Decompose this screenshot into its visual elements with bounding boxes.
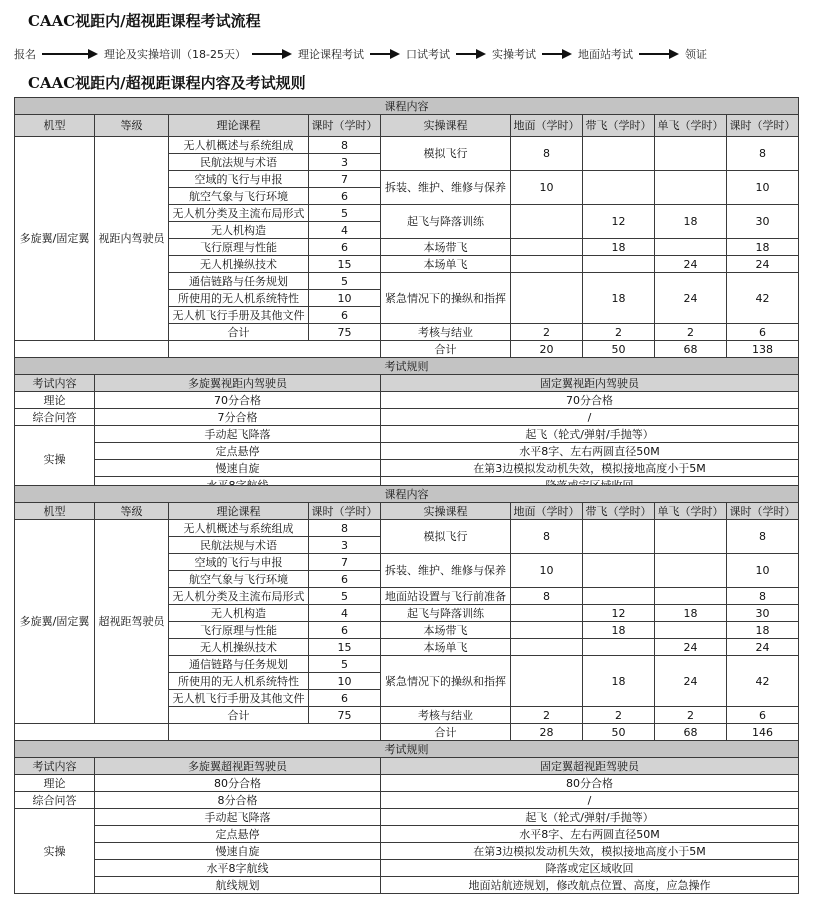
theory-hours: 7 (309, 171, 381, 188)
total-hours: 6 (727, 707, 799, 724)
practice-course: 本场带飞 (381, 622, 511, 639)
exam-item-label: 实操 (15, 426, 95, 494)
exam-column-header: 固定翼超视距驾驶员 (381, 758, 799, 775)
dual-hours: 18 (583, 273, 655, 324)
theory-course: 无人机概述与系统组成 (169, 137, 309, 154)
column-header: 单飞（学时） (655, 115, 727, 137)
exam-requirement: 70分合格 (95, 392, 381, 409)
flow-step-license: 领证 (684, 48, 707, 61)
arrow-right-icon (542, 49, 572, 59)
solo-hours (655, 171, 727, 205)
solo-hours (655, 588, 727, 605)
theory-hours: 4 (309, 605, 381, 622)
theory-course: 无人机操纵技术 (169, 639, 309, 656)
theory-course: 通信链路与任务规划 (169, 273, 309, 290)
exam-requirement: 8分合格 (95, 792, 381, 809)
dual-total: 50 (583, 724, 655, 741)
exam-requirement: 在第3边模拟发动机失效，模拟接地高度小于5M (381, 843, 799, 860)
ground-hours (511, 205, 583, 239)
practice-course: 紧急情况下的操纵和指挥 (381, 273, 511, 324)
blank-cell (169, 724, 381, 741)
practice-course: 模拟飞行 (381, 520, 511, 554)
theory-course: 无人机构造 (169, 222, 309, 239)
exam-requirement: 在第3边模拟发动机失效，模拟接地高度小于5M (381, 460, 799, 477)
arrow-right-icon (639, 49, 679, 59)
column-header: 地面（学时） (511, 503, 583, 520)
total-hours: 42 (727, 656, 799, 707)
total-hours: 18 (727, 622, 799, 639)
exam-requirement: 80分合格 (381, 775, 799, 792)
practice-course: 模拟飞行 (381, 137, 511, 171)
theory-hours: 6 (309, 571, 381, 588)
solo-hours: 18 (655, 605, 727, 622)
blank-cell (15, 724, 169, 741)
theory-hours: 5 (309, 588, 381, 605)
solo-hours: 24 (655, 656, 727, 707)
theory-course: 飞行原理与性能 (169, 239, 309, 256)
exam-column-header: 多旋翼视距内驾驶员 (95, 375, 381, 392)
exam-item-label: 综合问答 (15, 792, 95, 809)
theory-hours: 7 (309, 554, 381, 571)
exam-requirement: 80分合格 (95, 775, 381, 792)
theory-course: 所使用的无人机系统特性 (169, 290, 309, 307)
theory-hours: 3 (309, 154, 381, 171)
theory-total-label: 合计 (169, 707, 309, 724)
column-header: 机型 (15, 503, 95, 520)
practice-course: 起飞与降落训练 (381, 205, 511, 239)
exam-requirement: 手动起飞降落 (95, 809, 381, 826)
column-header: 理论课程 (169, 115, 309, 137)
theory-hours: 6 (309, 188, 381, 205)
ground-hours (511, 656, 583, 707)
theory-course: 无人机分类及主流布局形式 (169, 205, 309, 222)
exam-column-header: 多旋翼超视距驾驶员 (95, 758, 381, 775)
grade-cell: 超视距驾驶员 (95, 520, 169, 724)
column-header: 课时（学时） (727, 503, 799, 520)
practice-course: 拆装、维护、维修与保养 (381, 554, 511, 588)
blank-cell (169, 341, 381, 358)
solo-hours: 24 (655, 639, 727, 656)
ground-hours (511, 239, 583, 256)
column-header: 带飞（学时） (583, 503, 655, 520)
aircraft-type-cell: 多旋翼/固定翼 (15, 137, 95, 341)
column-header: 等级 (95, 503, 169, 520)
aircraft-type-cell: 多旋翼/固定翼 (15, 520, 95, 724)
flow-step-register: 报名 (14, 48, 36, 61)
theory-hours: 10 (309, 673, 381, 690)
exam-item-label: 综合问答 (15, 409, 95, 426)
total-hours: 10 (727, 554, 799, 588)
column-header: 带飞（学时） (583, 115, 655, 137)
theory-hours: 15 (309, 256, 381, 273)
column-header: 课时（学时） (727, 115, 799, 137)
solo-hours (655, 520, 727, 554)
flow-step-ground-station-exam: 地面站考试 (577, 48, 633, 61)
exam-column-header: 考试内容 (15, 758, 95, 775)
flow-step-practical-exam: 实操考试 (491, 48, 536, 61)
theory-course: 飞行原理与性能 (169, 622, 309, 639)
exam-section-header: 考试规则 (15, 358, 799, 375)
total-hours: 8 (727, 520, 799, 554)
exam-column-header: 固定翼视距内驾驶员 (381, 375, 799, 392)
dual-hours: 2 (583, 707, 655, 724)
practice-course: 起飞与降落训练 (381, 605, 511, 622)
column-header: 等级 (95, 115, 169, 137)
dual-hours (583, 588, 655, 605)
ground-total: 20 (511, 341, 583, 358)
exam-requirement: 航线规划 (95, 877, 381, 894)
ground-hours: 2 (511, 707, 583, 724)
ground-hours (511, 622, 583, 639)
total-hours: 8 (727, 137, 799, 171)
theory-course: 航空气象与飞行环境 (169, 571, 309, 588)
dual-hours (583, 639, 655, 656)
column-header: 实操课程 (381, 503, 511, 520)
ground-total: 28 (511, 724, 583, 741)
ground-hours (511, 256, 583, 273)
grade-cell: 视距内驾驶员 (95, 137, 169, 341)
ground-hours (511, 605, 583, 622)
exam-requirement: 水平8字、左右两圆直径50M (381, 443, 799, 460)
ground-hours: 10 (511, 171, 583, 205)
arrow-right-icon (252, 49, 292, 59)
dual-hours: 12 (583, 605, 655, 622)
arrow-right-icon (42, 49, 98, 59)
exam-requirement: 起飞（轮式/弹射/手抛等） (381, 426, 799, 443)
practice-course: 拆装、维护、维修与保养 (381, 171, 511, 205)
practice-course: 考核与结业 (381, 707, 511, 724)
total-hours: 18 (727, 239, 799, 256)
practice-course: 紧急情况下的操纵和指挥 (381, 656, 511, 707)
dual-hours: 12 (583, 205, 655, 239)
total-hours: 42 (727, 273, 799, 324)
exam-requirement: 地面站航迹规划，修改航点位置、高度，应急操作 (381, 877, 799, 894)
exam-item-label: 理论 (15, 392, 95, 409)
theory-hours: 8 (309, 520, 381, 537)
exam-requirement: 70分合格 (381, 392, 799, 409)
theory-hours: 6 (309, 307, 381, 324)
hours-total: 146 (727, 724, 799, 741)
theory-course: 民航法规与术语 (169, 154, 309, 171)
exam-item-label: 实操 (15, 809, 95, 894)
theory-hours: 10 (309, 290, 381, 307)
dual-hours (583, 520, 655, 554)
theory-course: 通信链路与任务规划 (169, 656, 309, 673)
solo-hours (655, 554, 727, 588)
dual-total: 50 (583, 341, 655, 358)
course-section-header: 课程内容 (15, 98, 799, 115)
theory-hours: 15 (309, 639, 381, 656)
exam-requirement: 定点悬停 (95, 826, 381, 843)
solo-hours: 24 (655, 256, 727, 273)
exam-process-flow (14, 44, 707, 64)
theory-course: 无人机分类及主流布局形式 (169, 588, 309, 605)
column-header: 单飞（学时） (655, 503, 727, 520)
column-header: 理论课程 (169, 503, 309, 520)
exam-requirement: 水平8字航线 (95, 860, 381, 877)
solo-hours (655, 137, 727, 171)
total-hours: 30 (727, 605, 799, 622)
exam-section-header: 考试规则 (15, 741, 799, 758)
theory-course: 所使用的无人机系统特性 (169, 673, 309, 690)
total-hours: 24 (727, 256, 799, 273)
solo-hours (655, 239, 727, 256)
column-header: 课时（学时） (309, 115, 381, 137)
dual-hours (583, 137, 655, 171)
dual-hours (583, 171, 655, 205)
theory-hours: 8 (309, 137, 381, 154)
dual-hours: 18 (583, 622, 655, 639)
solo-total: 68 (655, 724, 727, 741)
theory-course: 无人机飞行手册及其他文件 (169, 307, 309, 324)
process-title: CAAC视距内/超视距课程考试流程 (28, 12, 261, 30)
total-hours: 10 (727, 171, 799, 205)
ground-hours: 10 (511, 554, 583, 588)
theory-course: 无人机概述与系统组成 (169, 520, 309, 537)
ground-hours: 8 (511, 588, 583, 605)
arrow-right-icon (370, 49, 400, 59)
flow-step-oral-exam: 口试考试 (405, 48, 450, 61)
exam-item-label: 理论 (15, 775, 95, 792)
theory-hours: 4 (309, 222, 381, 239)
theory-hours: 6 (309, 239, 381, 256)
dual-hours (583, 256, 655, 273)
exam-requirement: 水平8字、左右两圆直径50M (381, 826, 799, 843)
exam-requirement: 起飞（轮式/弹射/手抛等） (381, 809, 799, 826)
ground-hours: 8 (511, 520, 583, 554)
practice-course: 地面站设置与飞行前准备 (381, 588, 511, 605)
theory-course: 空域的飞行与申报 (169, 171, 309, 188)
practice-course: 本场单飞 (381, 639, 511, 656)
exam-requirement: 定点悬停 (95, 443, 381, 460)
dual-hours (583, 554, 655, 588)
exam-requirement: / (381, 409, 799, 426)
total-hours: 30 (727, 205, 799, 239)
vlos-course-table (14, 97, 799, 494)
bvlos-course-table (14, 485, 799, 894)
practice-course: 本场带飞 (381, 239, 511, 256)
theory-hours: 6 (309, 622, 381, 639)
practice-course: 本场单飞 (381, 256, 511, 273)
column-header: 地面（学时） (511, 115, 583, 137)
solo-hours (655, 622, 727, 639)
solo-hours: 24 (655, 273, 727, 324)
theory-course: 空域的飞行与申报 (169, 554, 309, 571)
exam-column-header: 考试内容 (15, 375, 95, 392)
exam-requirement: 慢速自旋 (95, 460, 381, 477)
column-header: 实操课程 (381, 115, 511, 137)
theory-course: 无人机操纵技术 (169, 256, 309, 273)
theory-course: 无人机飞行手册及其他文件 (169, 690, 309, 707)
theory-hours: 5 (309, 273, 381, 290)
theory-total-hours: 75 (309, 707, 381, 724)
exam-requirement: 降落或定区域收回 (381, 860, 799, 877)
ground-hours: 2 (511, 324, 583, 341)
dual-hours: 2 (583, 324, 655, 341)
dual-hours: 18 (583, 239, 655, 256)
solo-hours: 18 (655, 205, 727, 239)
solo-total: 68 (655, 341, 727, 358)
total-hours: 8 (727, 588, 799, 605)
theory-hours: 3 (309, 537, 381, 554)
hours-total: 138 (727, 341, 799, 358)
theory-hours: 5 (309, 656, 381, 673)
theory-hours: 5 (309, 205, 381, 222)
column-header: 机型 (15, 115, 95, 137)
theory-total-hours: 75 (309, 324, 381, 341)
blank-cell (15, 341, 169, 358)
total-hours: 6 (727, 324, 799, 341)
flow-step-theory-exam: 理论课程考试 (297, 48, 364, 61)
course-section-header: 课程内容 (15, 486, 799, 503)
ground-hours: 8 (511, 137, 583, 171)
practice-total-label: 合计 (381, 724, 511, 741)
total-hours: 24 (727, 639, 799, 656)
ground-hours (511, 639, 583, 656)
solo-hours: 2 (655, 324, 727, 341)
theory-course: 无人机构造 (169, 605, 309, 622)
theory-total-label: 合计 (169, 324, 309, 341)
exam-requirement: 手动起飞降落 (95, 426, 381, 443)
practice-total-label: 合计 (381, 341, 511, 358)
exam-requirement: 7分合格 (95, 409, 381, 426)
flow-step-training: 理论及实操培训（18-25天） (104, 48, 246, 61)
theory-course: 民航法规与术语 (169, 537, 309, 554)
solo-hours: 2 (655, 707, 727, 724)
theory-course: 航空气象与飞行环境 (169, 188, 309, 205)
content-title: CAAC视距内/超视距课程内容及考试规则 (28, 74, 306, 92)
arrow-right-icon (456, 49, 486, 59)
practice-course: 考核与结业 (381, 324, 511, 341)
exam-requirement: 慢速自旋 (95, 843, 381, 860)
column-header: 课时（学时） (309, 503, 381, 520)
ground-hours (511, 273, 583, 324)
theory-hours: 6 (309, 690, 381, 707)
dual-hours: 18 (583, 656, 655, 707)
exam-requirement: / (381, 792, 799, 809)
